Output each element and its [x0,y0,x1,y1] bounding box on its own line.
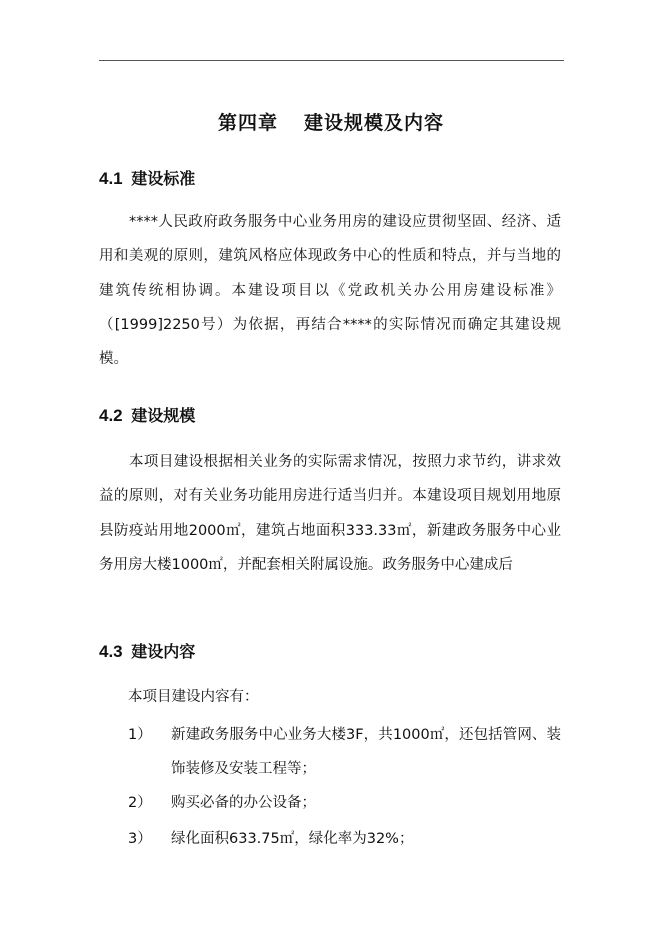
list-item [128,822,561,856]
list-item-marker: 2） [128,795,152,811]
section-title: 建设内容 [131,642,196,661]
chapter-number: 第四章 [217,112,278,134]
section-number: 4.1 [99,169,123,188]
section-number: 4.3 [99,642,123,661]
list-item-text: 绿化面积633.75㎡，绿化率为32%； [171,831,414,847]
section-title: 建设规模 [131,406,196,425]
section-title: 建设标准 [131,169,196,188]
chapter-title [0,108,662,135]
section-intro-4-3: 本项目建设内容有： [128,689,259,705]
header-rule [99,60,564,61]
section-heading-4-3 [99,639,195,662]
section-paragraph-4-1: ****人民政府政务服务中心业务用房的建设应贯彻坚固、经济、适用和美观的原则，建筑风格应体现政务中心的性质和特点，并与当地的建筑传统相协调。本建设项目以《党政机关办公用房建设标准》（[1999]2250号）为依据，再结合****的实际情况而确定其建设规模。 [99,214,561,368]
section-heading-4-1 [99,166,195,189]
list-item-text: 新建政务服务中心业务大楼3F，共1000㎡，还包括管网、装饰装修及安装工程等； [171,727,561,777]
section-paragraph-4-2: 本项目建设根据相关业务的实际需求情况，按照力求节约，讲求效益的原则，对有关业务功能用房进行适当归并。本建设项目规划用地原县防疫站用地2000㎡，建筑占地面积333.33㎡，新建政务服务中心业务用房大楼1000㎡，并配套相关附属设施。政务服务中心建成后 [99,454,561,573]
list-item [128,718,561,786]
section-heading-4-2 [99,403,195,426]
list-item [128,786,561,820]
list-item-marker: 1） [128,727,152,743]
chapter-name: 建设规模及内容 [304,112,445,134]
list-item-text: 购买必备的办公设备； [171,795,316,811]
list-item-marker: 3） [128,831,152,847]
section-number: 4.2 [99,406,123,425]
